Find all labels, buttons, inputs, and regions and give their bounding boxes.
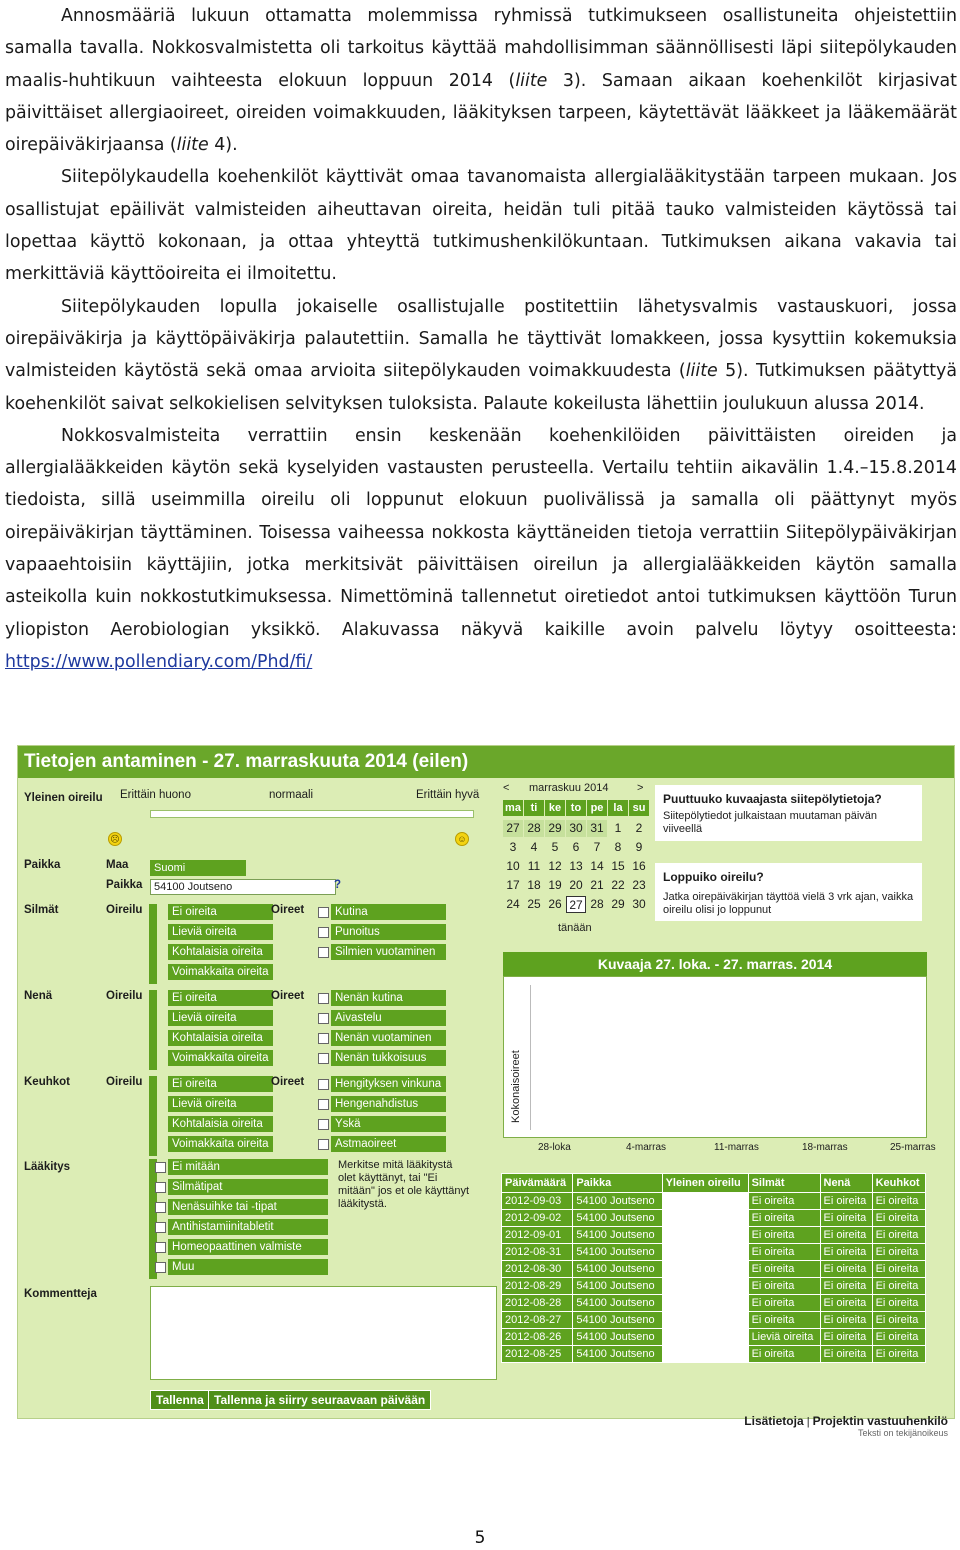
calendar-day[interactable]: 27 bbox=[566, 896, 586, 913]
paragraph-text: 4). bbox=[208, 135, 238, 156]
paragraph bbox=[5, 291, 957, 420]
history-cell: Ei oireita bbox=[748, 1312, 820, 1329]
eyes-type-checkbox[interactable] bbox=[318, 927, 329, 938]
history-cell: Ei oireita bbox=[820, 1312, 872, 1329]
throat-type-checkbox[interactable] bbox=[318, 1099, 329, 1110]
calendar-day[interactable]: 20 bbox=[569, 878, 583, 892]
eyes-option[interactable]: Voimakkaita oireita bbox=[168, 964, 273, 980]
calendar-next-button[interactable]: > bbox=[637, 782, 644, 794]
graph-xtick: 25-marras bbox=[890, 1142, 936, 1153]
history-row[interactable] bbox=[502, 1295, 926, 1312]
history-cell: 54100 Joutseno bbox=[573, 1193, 662, 1210]
throat-option[interactable]: Kohtalaisia oireita bbox=[168, 1116, 273, 1132]
medication-option: Antihistamiinitabletit bbox=[168, 1219, 328, 1235]
history-cell: Ei oireita bbox=[820, 1295, 872, 1312]
calendar-day[interactable]: 4 bbox=[530, 840, 538, 854]
history-cell: 2012-08-31 bbox=[502, 1244, 573, 1261]
medication-option: Muu bbox=[168, 1259, 328, 1275]
calendar-day[interactable]: 3 bbox=[509, 840, 517, 854]
throat-option[interactable]: Lieviä oireita bbox=[168, 1096, 273, 1112]
graph-xtick: 4-marras bbox=[626, 1142, 667, 1153]
comments-textarea[interactable] bbox=[150, 1286, 497, 1380]
nose-type-checkbox[interactable] bbox=[318, 1053, 329, 1064]
history-row[interactable] bbox=[502, 1278, 926, 1295]
place-input[interactable]: 54100 Joutseno bbox=[150, 879, 336, 895]
history-row[interactable] bbox=[502, 1244, 926, 1261]
history-cell: Ei oireita bbox=[872, 1193, 925, 1210]
document-text bbox=[5, 0, 957, 678]
url-link[interactable]: https://www.pollendiary.com/Phd/fi/ bbox=[5, 651, 313, 672]
history-cell: Ei oireita bbox=[872, 1278, 925, 1295]
appendix-ref: liite bbox=[176, 135, 209, 156]
weekday-header: la bbox=[608, 800, 628, 816]
calendar-day[interactable]: 7 bbox=[593, 840, 601, 854]
history-row[interactable] bbox=[502, 1329, 926, 1346]
medication-option: Ei mitään bbox=[168, 1159, 328, 1175]
throat-type-label: Oireet bbox=[271, 1076, 305, 1088]
happy-face-icon: ☺ bbox=[455, 832, 469, 846]
paragraph-text: 3). Samaan aikaan koehenkilöt kirjasivat päivittäiset allergiaoireet, oireiden voimakkuuden, lääkityksen tarpeen, käytettävät lääkkeet ja lääkemäärät oirepäiväkirjaansa ( bbox=[5, 70, 957, 156]
calendar-day[interactable]: 12 bbox=[548, 859, 562, 873]
appendix-ref: liite bbox=[685, 361, 718, 382]
history-cell: Ei oireita bbox=[820, 1193, 872, 1210]
calendar-day[interactable]: 22 bbox=[611, 878, 625, 892]
eyes-option[interactable]: Kohtalaisia oireita bbox=[168, 944, 273, 960]
nose-type-label-item: Nenän tukkoisuus bbox=[331, 1050, 446, 1066]
history-cell: 54100 Joutseno bbox=[573, 1227, 662, 1244]
throat-symptoms-label: Oireilu bbox=[106, 1076, 143, 1088]
history-cell: Ei oireita bbox=[748, 1261, 820, 1278]
history-cell: 2012-08-25 bbox=[502, 1346, 573, 1363]
paragraph bbox=[5, 0, 957, 161]
history-cell bbox=[662, 1278, 748, 1295]
history-row[interactable] bbox=[502, 1227, 926, 1244]
history-cell: 54100 Joutseno bbox=[573, 1210, 662, 1227]
eyes-option[interactable]: Lieviä oireita bbox=[168, 924, 273, 940]
save-button[interactable]: Tallenna bbox=[150, 1390, 210, 1410]
info-link[interactable]: Lisätietoja bbox=[744, 1414, 804, 1428]
calendar-day[interactable]: 11 bbox=[527, 859, 541, 873]
paragraph bbox=[5, 420, 957, 678]
history-cell: 54100 Joutseno bbox=[573, 1329, 662, 1346]
place-field-label: Paikka bbox=[106, 879, 143, 891]
paragraph bbox=[5, 161, 957, 290]
history-cell: 2012-08-28 bbox=[502, 1295, 573, 1312]
calendar-day[interactable]: 30 bbox=[566, 820, 586, 837]
contact-link[interactable]: Projektin vastuuhenkilö bbox=[812, 1414, 948, 1428]
calendar-day[interactable]: 26 bbox=[548, 897, 562, 911]
history-cell: Ei oireita bbox=[748, 1227, 820, 1244]
calendar-day[interactable]: 16 bbox=[632, 859, 646, 873]
history-cell: Ei oireita bbox=[872, 1227, 925, 1244]
form-title: Tietojen antaminen - 27. marraskuuta 2014 (eilen) bbox=[18, 746, 954, 778]
history-cell: Ei oireita bbox=[872, 1346, 925, 1363]
nose-stripe bbox=[149, 990, 157, 1070]
history-header: Yleinen oireilu bbox=[662, 1174, 748, 1193]
save-next-button[interactable]: Tallenna ja siirry seuraavaan päivään bbox=[208, 1390, 431, 1410]
symptoms-ended-title: Loppuiko oireilu? bbox=[663, 870, 764, 884]
general-slider[interactable] bbox=[150, 810, 474, 818]
history-cell: 2012-09-03 bbox=[502, 1193, 573, 1210]
scale-left-label: Erittäin huono bbox=[120, 789, 191, 801]
history-cell: Ei oireita bbox=[872, 1329, 925, 1346]
symptom-entry-form bbox=[17, 745, 955, 1438]
nose-type-label-item: Nenän vuotaminen bbox=[331, 1030, 446, 1046]
weekday-header: ma bbox=[503, 800, 523, 816]
history-cell: Ei oireita bbox=[748, 1278, 820, 1295]
history-cell: Ei oireita bbox=[820, 1278, 872, 1295]
nose-type-label-item: Aivastelu bbox=[331, 1010, 446, 1026]
footer-separator: | bbox=[806, 1416, 810, 1428]
nose-type-checkbox[interactable] bbox=[318, 1033, 329, 1044]
history-cell bbox=[662, 1329, 748, 1346]
history-cell: Ei oireita bbox=[820, 1244, 872, 1261]
throat-type-checkbox[interactable] bbox=[318, 1079, 329, 1090]
history-cell: Ei oireita bbox=[872, 1312, 925, 1329]
medication-checkbox[interactable] bbox=[155, 1222, 166, 1233]
history-cell bbox=[662, 1210, 748, 1227]
graph-area bbox=[503, 976, 927, 1138]
medication-checkbox[interactable] bbox=[155, 1202, 166, 1213]
calendar-day[interactable]: 29 bbox=[545, 820, 565, 837]
symptoms-ended-text: Jatka oirepäiväkirjan täyttöä vielä 3 vrk ajan, vaikka oireilu olisi jo loppunut bbox=[663, 891, 914, 916]
country-label: Maa bbox=[106, 859, 129, 871]
history-cell: 54100 Joutseno bbox=[573, 1261, 662, 1278]
throat-label: Keuhkot bbox=[24, 1076, 70, 1088]
eyes-type-label-item: Kutina bbox=[331, 904, 446, 920]
history-row[interactable] bbox=[502, 1312, 926, 1329]
history-header: Keuhkot bbox=[872, 1174, 925, 1193]
place-label: Paikka bbox=[24, 859, 61, 871]
history-cell: 54100 Joutseno bbox=[573, 1244, 662, 1261]
history-cell: 2012-08-26 bbox=[502, 1329, 573, 1346]
graph-xtick: 28-loka bbox=[538, 1142, 571, 1153]
medication-option: Silmätipat bbox=[168, 1179, 328, 1195]
appendix-ref: liite bbox=[515, 70, 548, 91]
graph-ylabel: Kokonaisoireet bbox=[510, 1050, 522, 1123]
history-cell: Ei oireita bbox=[820, 1261, 872, 1278]
nose-option[interactable]: Ei oireita bbox=[168, 990, 273, 1006]
history-cell: 2012-09-02 bbox=[502, 1210, 573, 1227]
calendar-day[interactable]: 19 bbox=[548, 878, 562, 892]
medication-checkbox[interactable] bbox=[155, 1242, 166, 1253]
page-number: 5 bbox=[474, 1528, 486, 1548]
history-cell: Ei oireita bbox=[748, 1295, 820, 1312]
comments-label: Kommentteja bbox=[24, 1288, 97, 1300]
history-cell: 2012-08-29 bbox=[502, 1278, 573, 1295]
medication-checkbox[interactable] bbox=[155, 1262, 166, 1273]
calendar-day[interactable]: 28 bbox=[590, 897, 604, 911]
calendar-prev-button[interactable]: < bbox=[503, 782, 510, 794]
calendar-day[interactable]: 27 bbox=[503, 820, 523, 837]
weekday-header: to bbox=[566, 800, 586, 816]
weekday-header: su bbox=[629, 800, 649, 816]
weekday-header: pe bbox=[587, 800, 607, 816]
calendar-day[interactable]: 17 bbox=[506, 878, 520, 892]
calendar-day[interactable]: 10 bbox=[506, 859, 520, 873]
calendar-day[interactable]: 23 bbox=[632, 878, 646, 892]
history-cell bbox=[662, 1346, 748, 1363]
eyes-stripe bbox=[149, 904, 157, 984]
calendar-day[interactable]: 31 bbox=[587, 820, 607, 837]
throat-type-label-item: Hengenahdistus bbox=[331, 1096, 446, 1112]
calendar-day[interactable]: 6 bbox=[572, 840, 580, 854]
history-cell: 54100 Joutseno bbox=[573, 1346, 662, 1363]
history-header: Päivämäärä bbox=[502, 1174, 573, 1193]
eyes-type-checkbox[interactable] bbox=[318, 907, 329, 918]
weekday-header: ti bbox=[524, 800, 544, 816]
medication-stripe bbox=[149, 1159, 157, 1279]
history-cell: Ei oireita bbox=[872, 1244, 925, 1261]
copyright-text: Teksti on tekijänoikeus bbox=[857, 1428, 948, 1438]
history-cell: Ei oireita bbox=[820, 1346, 872, 1363]
scale-right-label: Erittäin hyvä bbox=[416, 789, 480, 801]
throat-option[interactable]: Voimakkaita oireita bbox=[168, 1136, 273, 1152]
calendar-day[interactable]: 21 bbox=[590, 878, 604, 892]
medication-checkbox[interactable] bbox=[155, 1182, 166, 1193]
history-row[interactable] bbox=[502, 1210, 926, 1227]
calendar-day[interactable]: 30 bbox=[632, 897, 646, 911]
nose-option[interactable]: Voimakkaita oireita bbox=[168, 1050, 273, 1066]
history-cell: 54100 Joutseno bbox=[573, 1278, 662, 1295]
footer bbox=[744, 1414, 948, 1438]
history-cell: 54100 Joutseno bbox=[573, 1295, 662, 1312]
nose-option[interactable]: Kohtalaisia oireita bbox=[168, 1030, 273, 1046]
calendar-day[interactable]: 8 bbox=[614, 840, 622, 854]
sad-face-icon: ☹ bbox=[108, 832, 122, 846]
history-cell: 2012-08-30 bbox=[502, 1261, 573, 1278]
eyes-type-label-item: Punoitus bbox=[331, 924, 446, 940]
paragraph-text: Annosmääriä lukuun ottamatta molemmissa ryhmissä tutkimukseen osallistuneita ohjeistettiin samalla tavalla. Nokkosvalmistetta oli tarkoitus käyttää mahdollisimman säännöllisesti läpi siitepölykauden maalis-huhtikuun vaihteesta elokuun loppuun 2014 ( bbox=[5, 6, 957, 91]
throat-option[interactable]: Ei oireita bbox=[168, 1076, 273, 1092]
calendar-day[interactable]: 24 bbox=[506, 897, 520, 911]
graph-xtick: 18-marras bbox=[802, 1142, 848, 1153]
throat-type-label-item: Yskä bbox=[331, 1116, 446, 1132]
history-cell: Ei oireita bbox=[748, 1346, 820, 1363]
help-icon[interactable]: ? bbox=[334, 879, 342, 891]
calendar-day[interactable]: 18 bbox=[527, 878, 541, 892]
history-row[interactable] bbox=[502, 1193, 926, 1210]
paragraph-text: Siitepölykauden lopulla jokaiselle osallistujalle postitettiin lähetysvalmis vastauskuori, jossa oirepäiväkirja ja käyttöpäiväkirja palautettiin. Samalla he täyttivät lomakkeen, jossa kysyttiin kokemuksia valmisteiden käytöstä sekä omaa arvioita siitepölykauden voimakkuudesta ( bbox=[5, 296, 957, 382]
history-cell bbox=[662, 1312, 748, 1329]
nose-type-label-item: Nenän kutina bbox=[331, 990, 446, 1006]
nose-type-checkbox[interactable] bbox=[318, 993, 329, 1004]
medication-label: Lääkitys bbox=[24, 1161, 71, 1173]
history-row[interactable] bbox=[502, 1346, 926, 1363]
calendar-month: marraskuu 2014 bbox=[529, 782, 609, 794]
history-cell: Ei oireita bbox=[820, 1227, 872, 1244]
eyes-label: Silmät bbox=[24, 904, 59, 916]
calendar-day[interactable]: 14 bbox=[590, 859, 604, 873]
nose-label: Nenä bbox=[24, 990, 53, 1002]
calendar-day[interactable]: 25 bbox=[527, 897, 541, 911]
general-label: Yleinen oireilu bbox=[24, 792, 103, 804]
medication-checkbox[interactable] bbox=[155, 1162, 166, 1173]
history-cell: 2012-09-01 bbox=[502, 1227, 573, 1244]
calendar-day[interactable]: 13 bbox=[569, 859, 583, 873]
nose-type-checkbox[interactable] bbox=[318, 1013, 329, 1024]
history-cell bbox=[662, 1295, 748, 1312]
throat-type-label-item: Hengityksen vinkuna bbox=[331, 1076, 446, 1092]
history-table bbox=[501, 1173, 926, 1363]
history-header: Nenä bbox=[820, 1174, 872, 1193]
medication-note: Merkitse mitä lääkitystä olet käyttänyt, tai "Ei mitään" jos et ole käyttänyt lääkitystä. bbox=[338, 1159, 470, 1210]
history-cell: 2012-08-27 bbox=[502, 1312, 573, 1329]
history-row[interactable] bbox=[502, 1261, 926, 1278]
history-cell: Ei oireita bbox=[748, 1244, 820, 1261]
calendar-day[interactable]: 2 bbox=[635, 821, 643, 835]
history-cell: Ei oireita bbox=[820, 1210, 872, 1227]
eyes-option[interactable]: Ei oireita bbox=[168, 904, 273, 920]
history-cell bbox=[662, 1227, 748, 1244]
paragraph-text: Nokkosvalmisteita verrattiin ensin keskenään koehenkilöiden päivittäisten oireiden ja allergialääkkeiden käytön sekä kyselyiden vastausten perusteella. Vertailu tehtiin aikavälin 1.4.–15.8.2014 tiedoista, sillä useimmilla oireilu oli loppunut elokuun puolivälissä ja samalla oli päättynyt myös oirepäiväkirjan täyttäminen. Toisessa vaiheessa nokkosta käyttäneiden tietoja verrattiin Siitepölypäiväkirjan vapaaehtoisiin käyttäjiin, jotka merkitsivät päivittäisen oireilun ja allergialääkkeiden käytön samalla asteikolla kuin nokkostutkimuksessa. Nimettöminä tallennetut oiretiedot antoi tutkimuksen käyttöön Turun yliopiston Aerobiologian yksikkö. Alakuvassa näkyvä kaikille avoin palvelu löytyy osoitteesta: bbox=[5, 425, 957, 640]
history-cell: Ei oireita bbox=[872, 1210, 925, 1227]
calendar-day[interactable]: 5 bbox=[551, 840, 559, 854]
scale-mid-label: normaali bbox=[269, 789, 314, 801]
history-cell: Ei oireita bbox=[820, 1329, 872, 1346]
nose-option[interactable]: Lieviä oireita bbox=[168, 1010, 273, 1026]
history-cell bbox=[662, 1261, 748, 1278]
history-cell bbox=[662, 1193, 748, 1210]
calendar-today-link[interactable]: tänään bbox=[558, 922, 592, 934]
country-select[interactable]: Suomi bbox=[150, 860, 246, 876]
history-cell: Lieviä oireita bbox=[748, 1329, 820, 1346]
paragraph-text: 5). Tutkimuksen päätyttyä koehenkilöt saivat selkokielisen selvityksen tuloksista. Palaute kokeilusta lähettiin joulukuun alussa 2014. bbox=[5, 361, 957, 414]
missing-data-title: Puuttuuko kuvaajasta siitepölytietoja? bbox=[663, 792, 882, 806]
calendar-day[interactable]: 1 bbox=[614, 821, 622, 835]
history-cell bbox=[662, 1244, 748, 1261]
history-cell: Ei oireita bbox=[872, 1261, 925, 1278]
symptoms-ended-box bbox=[655, 863, 922, 921]
history-cell: Ei oireita bbox=[872, 1295, 925, 1312]
graph-xtick: 11-marras bbox=[714, 1142, 759, 1153]
eyes-type-checkbox[interactable] bbox=[318, 947, 329, 958]
nose-symptoms-label: Oireilu bbox=[106, 990, 143, 1002]
paragraph-text: Siitepölykaudella koehenkilöt käyttivät omaa tavanomaista allergialääkitystään tarpeen mukaan. Jos osallistujat epäilivät valmisteiden aiheuttavan oireita, heidän tuli pitää tauko valmisteiden käytössä tai lopettaa käyttö kokonaan, ja ottaa yhteyttä tutkimushenkilökuntaan. Tutkimuksen aikana vakavia tai merkittäviä käyttöoireita ei ilmoitettu. bbox=[5, 167, 957, 285]
nose-type-label: Oireet bbox=[271, 990, 305, 1002]
medication-option: Homeopaattinen valmiste bbox=[168, 1239, 328, 1255]
history-header: Paikka bbox=[573, 1174, 662, 1193]
eyes-type-label: Oireet bbox=[271, 904, 305, 916]
graph-title: Kuvaaja 27. loka. - 27. marras. 2014 bbox=[503, 952, 927, 976]
throat-type-checkbox[interactable] bbox=[318, 1119, 329, 1130]
eyes-symptoms-label: Oireilu bbox=[106, 904, 143, 916]
calendar-day[interactable]: 28 bbox=[524, 820, 544, 837]
calendar-day[interactable]: 29 bbox=[611, 897, 625, 911]
missing-data-box bbox=[655, 785, 922, 841]
medication-option: Nenäsuihke tai -tipat bbox=[168, 1199, 328, 1215]
missing-data-text: Siitepölytiedot julkaistaan muutaman päivän viiveellä bbox=[663, 810, 878, 835]
throat-type-checkbox[interactable] bbox=[318, 1139, 329, 1150]
history-cell: Ei oireita bbox=[748, 1210, 820, 1227]
history-cell: Ei oireita bbox=[748, 1193, 820, 1210]
calendar-day[interactable]: 15 bbox=[611, 859, 625, 873]
calendar-day[interactable]: 9 bbox=[635, 840, 643, 854]
history-header: Silmät bbox=[748, 1174, 820, 1193]
throat-type-label-item: Astmaoireet bbox=[331, 1136, 446, 1152]
history-cell: 54100 Joutseno bbox=[573, 1312, 662, 1329]
eyes-type-label-item: Silmien vuotaminen bbox=[331, 944, 446, 960]
throat-stripe bbox=[149, 1076, 157, 1156]
weekday-header: ke bbox=[545, 800, 565, 816]
